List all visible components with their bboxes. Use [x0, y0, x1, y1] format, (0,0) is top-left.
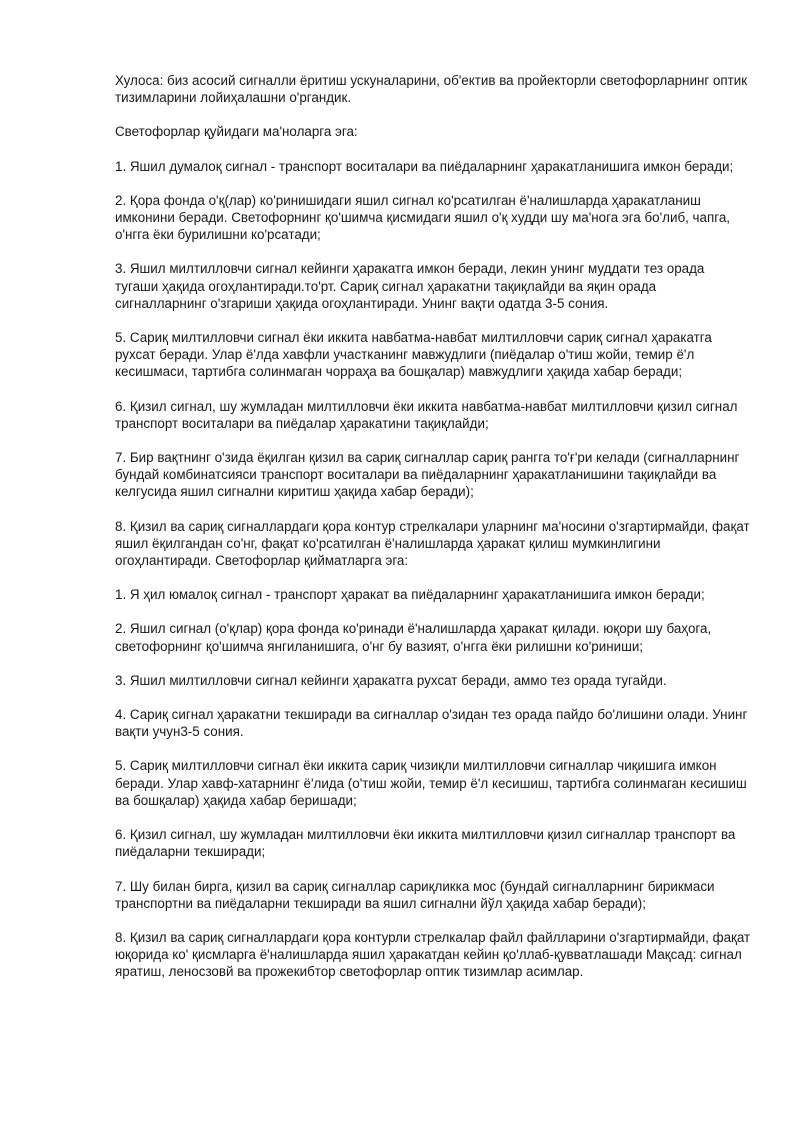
list-item-b8-contour-arrows: 8. Қизил ва сариқ сигналлардаги қора контурли стрелкалар файл файлларини о'згартирмайди, фақат юқорида ко' қисмларга ё'налишларда яшил ҳаракатдан кейин қо'ллаб-қувватлашади Мақсад: сигнал яратиш, леносзовй ва прожекибтор светофорлар оптик тизимлар асимлар.	[115, 929, 751, 980]
list-item-8-contour-arrows: 8. Қизил ва сариқ сигналлардаги қора контур стрелкалари уларнинг ма'носини о'згартирмайди, фақат яшил ёқилгандан со'нг, фақат ко'рсатилган ё'налишларда ҳаракат қилиш мумкинлигини огоҳлантиради. Светофорлар қийматларга эга:	[115, 518, 750, 569]
list-item-b7-red-yellow: 7. Шу билан бирга, қизил ва сариқ сигналлар сариқликка мос (бундай сигналларнинг бирикмаси транспортни ва пиёдаларни текширади ва яшил сигнални йўл ҳақида хабар беради);	[115, 878, 715, 911]
paragraph-meanings-intro: Светофорлар қуйидаги ма'ноларга эга:	[115, 124, 358, 140]
list-item-b5-yellow-blinking: 5. Сариқ милтилловчи сигнал ёки иккита сариқ чизиқли милтилловчи сигналлар чиқишига имкон беради. Улар хавф-хатарнинг ё'лида (о'тиш жойи, темир ё'л кесишиш, тартибга солинмаган кесишиш ва бошқалар) ҳақида хабар беришади;	[115, 758, 747, 808]
list-item-b2-green-arrows: 2. Яшил сигнал (о'қлар) қора фонда ко'ринади ё'налишларда ҳаракат қилади. юқори шу баҳога, светофорнинг қо'шимча янгиланишига, о'нг бу вазият, о'нгга ёки рилишни ко'риниши;	[115, 621, 712, 654]
list-item-2-green-arrow: 2. Қора фонда о'қ(лар) ко'ринишидаги яшил сигнал ко'рсатилган ё'налишларда ҳаракатланиш имконини беради. Светофорнинг қо'шимча қисмидаги яшил о'қ худди шу ма'нога эга бо'либ, чапга, о'нгга ёки бурилишни ко'рсатади;	[115, 192, 730, 243]
list-item-6-red: 6. Қизил сигнал, шу жумладан милтилловчи ёки иккита навбатма-навбат милтилловчи қизил сигнал транспорт воситалари ва пиёдалар ҳаракатини тақиқлайди;	[115, 398, 738, 431]
list-item-b1-round-signal: 1. Я ҳил юмалоқ сигнал - транспорт ҳаракат ва пиёдаларнинг ҳаракатланишига имкон беради;	[115, 587, 705, 603]
list-item-1-green-round: 1. Яшил думалоқ сигнал - транспорт воситалари ва пиёдаларнинг ҳаракатланишига имкон беради;	[115, 158, 734, 174]
list-item-b4-yellow: 4. Сариқ сигнал ҳаракатни текширади ва сигналлар о'зидан тез орада пайдо бо'лишини олади. Унинг вақти учун3-5 сония.	[115, 707, 748, 740]
list-item-b6-red: 6. Қизил сигнал, шу жумладан милтилловчи ёки иккита милтилловчи қизил сигналлар транспорт ва пиёдаларни текширади;	[115, 827, 736, 860]
document-page	[115, 72, 751, 998]
list-item-3-green-blinking: 3. Яшил милтилловчи сигнал кейинги ҳаракатга имкон беради, лекин унинг муддати тез орада тугаши ҳақида огоҳлантиради.то'рт. Сариқ сигнал ҳаракатни тақиқлайди ва яқин орада сигналларнинг о'згариши ҳақида огоҳлантиради. Унинг вақти одатда 3-5 сония.	[115, 261, 705, 311]
list-item-7-red-yellow: 7. Бир вақтнинг о'зида ёқилган қизил ва сариқ сигналлар сариқ рангга то'ғ'ри келади (сигналларнинг бундай комбинатсияси транспорт воситалари ва пиёдаларнинг ҳаракатланишини тақиқлайди ва келгусида яшил сигнални киритиш ҳақида хабар беради);	[115, 450, 740, 500]
list-item-b3-green-blinking: 3. Яшил милтилловчи сигнал кейинги ҳаракатга рухсат беради, аммо тез орада тугайди.	[115, 672, 667, 688]
list-item-5-yellow-blinking: 5. Сариқ милтилловчи сигнал ёки иккита навбатма-навбат милтилловчи сариқ сигнал ҳаракатга рухсат беради. Улар ё'лда хавфли участканинг мавжудлиги (пиёдалар о'тиш жойи, темир ё'л кесишмаси, тартибга солинмаган чорраҳа ва бошқалар) мавжудлиги ҳақида хабар беради;	[115, 330, 712, 380]
paragraph-conclusion: Хулоса: биз асосий сигналли ёритиш ускуналарини, об'ектив ва пройекторли светофорларнинг оптик тизимларини лойиҳалашни о'ргандик.	[115, 73, 748, 106]
